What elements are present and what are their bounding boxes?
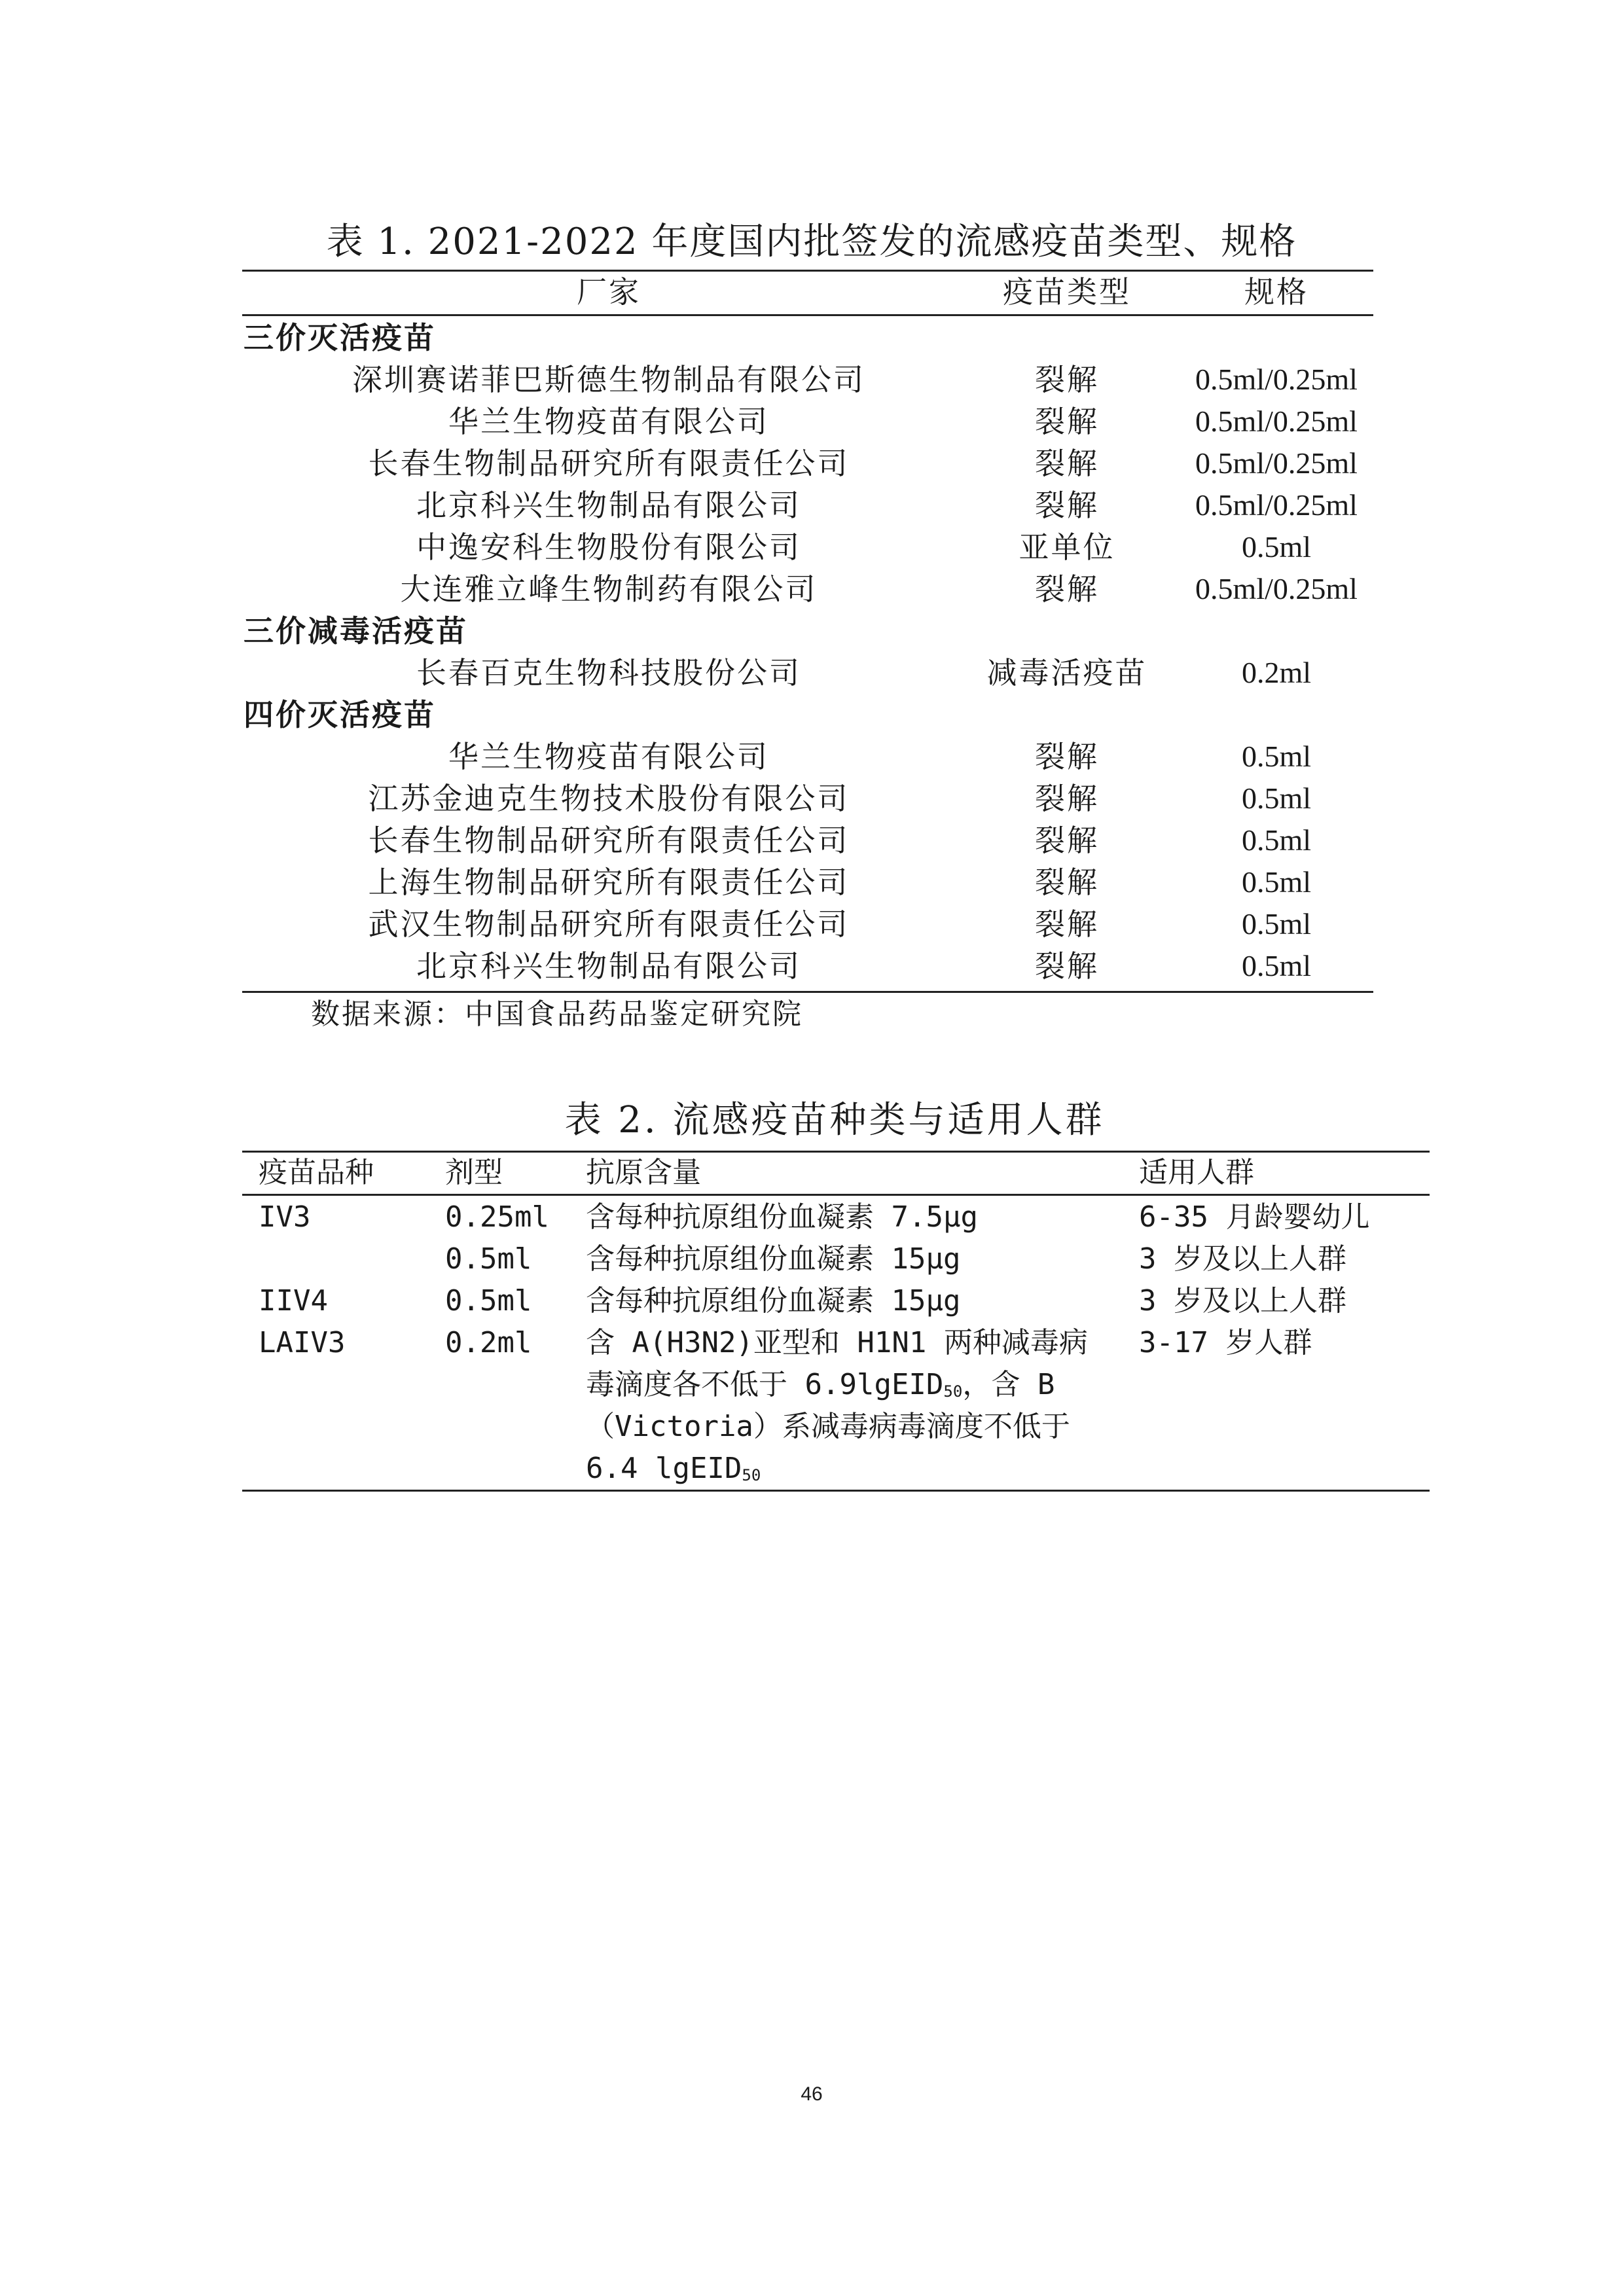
spec-cell: 0.5ml — [1241, 530, 1312, 564]
table-row — [242, 652, 1373, 694]
antigen-cell: 含每种抗原组份血凝素 7.5μg — [586, 1200, 978, 1234]
type-cell: 裂解 — [1035, 571, 1099, 607]
type-cell: 裂解 — [1035, 906, 1099, 942]
type-cell: 裂解 — [1035, 404, 1099, 439]
type-cell: 裂解 — [1035, 781, 1099, 816]
table-row — [242, 903, 1373, 945]
maker-cell: 大连雅立峰生物制药有限公司 — [400, 571, 818, 607]
type-cell: 裂解 — [1035, 488, 1099, 523]
page-number: 46 — [801, 2083, 823, 2105]
antigen-cell-line: 含 A(H3N2)亚型和 H1N1 两种减毒病 — [586, 1326, 1088, 1359]
spec-cell: 0.5ml — [1241, 740, 1312, 773]
spec-cell: 0.2ml — [1241, 656, 1312, 689]
table-row — [242, 778, 1373, 819]
antigen-cell: 含每种抗原组份血凝素 15μg — [586, 1284, 961, 1318]
table2-header-form: 剂型 — [445, 1156, 503, 1189]
table1-header-rule — [242, 314, 1373, 316]
table1-header-row — [242, 271, 1373, 313]
table1-header-type: 疫苗类型 — [1003, 274, 1131, 310]
subscript-50: 50 — [742, 1466, 761, 1484]
spec-cell: 0.5ml — [1241, 949, 1312, 982]
variety-cell: IIV4 — [259, 1284, 328, 1318]
spec-cell: 0.5ml/0.25ml — [1195, 488, 1358, 522]
table-row — [242, 736, 1373, 778]
table2-header-antigen: 抗原含量 — [586, 1156, 701, 1189]
antigen-text: ，含 B — [962, 1368, 1055, 1401]
table1-category-trivalent-live: 三价减毒活疫苗 — [244, 613, 468, 649]
maker-cell: 北京科兴生物制品有限公司 — [416, 488, 801, 523]
population-cell: 6-35 月龄婴幼儿 — [1139, 1200, 1370, 1234]
spec-cell: 0.5ml/0.25ml — [1195, 446, 1358, 480]
table-row — [242, 945, 1373, 987]
type-cell: 亚单位 — [1019, 529, 1115, 565]
spec-cell: 0.5ml/0.25ml — [1195, 363, 1358, 396]
spec-cell: 0.5ml — [1241, 907, 1312, 941]
variety-cell: LAIV3 — [259, 1326, 346, 1359]
antigen-cell-line — [586, 1448, 761, 1496]
type-cell: 裂解 — [1035, 823, 1099, 858]
table1-category-trivalent-inactivated: 三价灭活疫苗 — [244, 320, 436, 355]
variety-cell: IV3 — [259, 1200, 311, 1234]
maker-cell: 华兰生物疫苗有限公司 — [448, 404, 769, 439]
subscript-50: 50 — [943, 1382, 963, 1401]
type-cell: 裂解 — [1035, 362, 1099, 397]
type-cell: 裂解 — [1035, 865, 1099, 900]
table-row — [242, 568, 1373, 610]
table1-category-quadrivalent-inactivated: 四价灭活疫苗 — [244, 697, 436, 732]
maker-cell: 中逸安科生物股份有限公司 — [416, 529, 801, 565]
table1-source-note: 数据来源：中国食品药品鉴定研究院 — [311, 997, 803, 1031]
antigen-cell-line — [586, 1364, 1055, 1412]
table1-header-spec: 规格 — [1244, 274, 1308, 310]
antigen-text: 毒滴度各不低于 6.9lgEID — [586, 1368, 944, 1401]
type-cell: 裂解 — [1035, 446, 1099, 481]
table2-header-population: 适用人群 — [1139, 1156, 1254, 1189]
maker-cell: 江苏金迪克生物技术股份有限公司 — [368, 781, 850, 816]
table2-title: 表 2. 流感疫苗种类与适用人群 — [564, 1099, 1105, 1141]
type-cell: 裂解 — [1035, 948, 1099, 984]
table2-header-variety: 疫苗品种 — [259, 1156, 374, 1189]
table-row — [242, 359, 1373, 401]
table1-bottom-rule — [242, 991, 1373, 993]
population-cell: 3 岁及以上人群 — [1139, 1284, 1346, 1318]
maker-cell: 北京科兴生物制品有限公司 — [416, 948, 801, 984]
form-cell: 0.25ml — [445, 1200, 549, 1234]
population-cell: 3 岁及以上人群 — [1139, 1242, 1346, 1276]
type-cell: 裂解 — [1035, 739, 1099, 774]
maker-cell: 武汉生物制品研究所有限责任公司 — [368, 906, 850, 942]
spec-cell: 0.5ml — [1241, 781, 1312, 815]
spec-cell: 0.5ml/0.25ml — [1195, 404, 1358, 438]
type-cell: 减毒活疫苗 — [986, 655, 1147, 691]
maker-cell: 长春百克生物科技股份公司 — [416, 655, 801, 691]
antigen-cell-line: （Victoria）系减毒病毒滴度不低于 — [586, 1410, 1070, 1443]
table-row — [242, 861, 1373, 903]
spec-cell: 0.5ml — [1241, 865, 1312, 899]
form-cell: 0.2ml — [445, 1326, 532, 1359]
table-row — [242, 442, 1373, 484]
spec-cell: 0.5ml — [1241, 823, 1312, 857]
table-row — [242, 401, 1373, 442]
table1-header-maker: 厂家 — [577, 274, 641, 310]
spec-cell: 0.5ml/0.25ml — [1195, 572, 1358, 605]
form-cell: 0.5ml — [445, 1284, 532, 1318]
table2-header-rule — [242, 1194, 1430, 1196]
population-cell: 3-17 岁人群 — [1139, 1326, 1312, 1359]
table-row — [242, 819, 1373, 861]
table1-title: 表 1. 2021-2022 年度国内批签发的流感疫苗类型、规格 — [326, 221, 1297, 263]
antigen-cell: 含每种抗原组份血凝素 15μg — [586, 1242, 961, 1276]
maker-cell: 长春生物制品研究所有限责任公司 — [368, 446, 850, 481]
maker-cell: 上海生物制品研究所有限责任公司 — [368, 865, 850, 900]
table-row — [242, 484, 1373, 526]
table-row — [242, 526, 1373, 568]
antigen-text: 6.4 lgEID — [586, 1452, 742, 1485]
form-cell: 0.5ml — [445, 1242, 532, 1276]
maker-cell: 长春生物制品研究所有限责任公司 — [368, 823, 850, 858]
maker-cell: 华兰生物疫苗有限公司 — [448, 739, 769, 774]
table2-bottom-rule — [242, 1490, 1430, 1492]
maker-cell: 深圳赛诺菲巴斯德生物制品有限公司 — [352, 362, 865, 397]
